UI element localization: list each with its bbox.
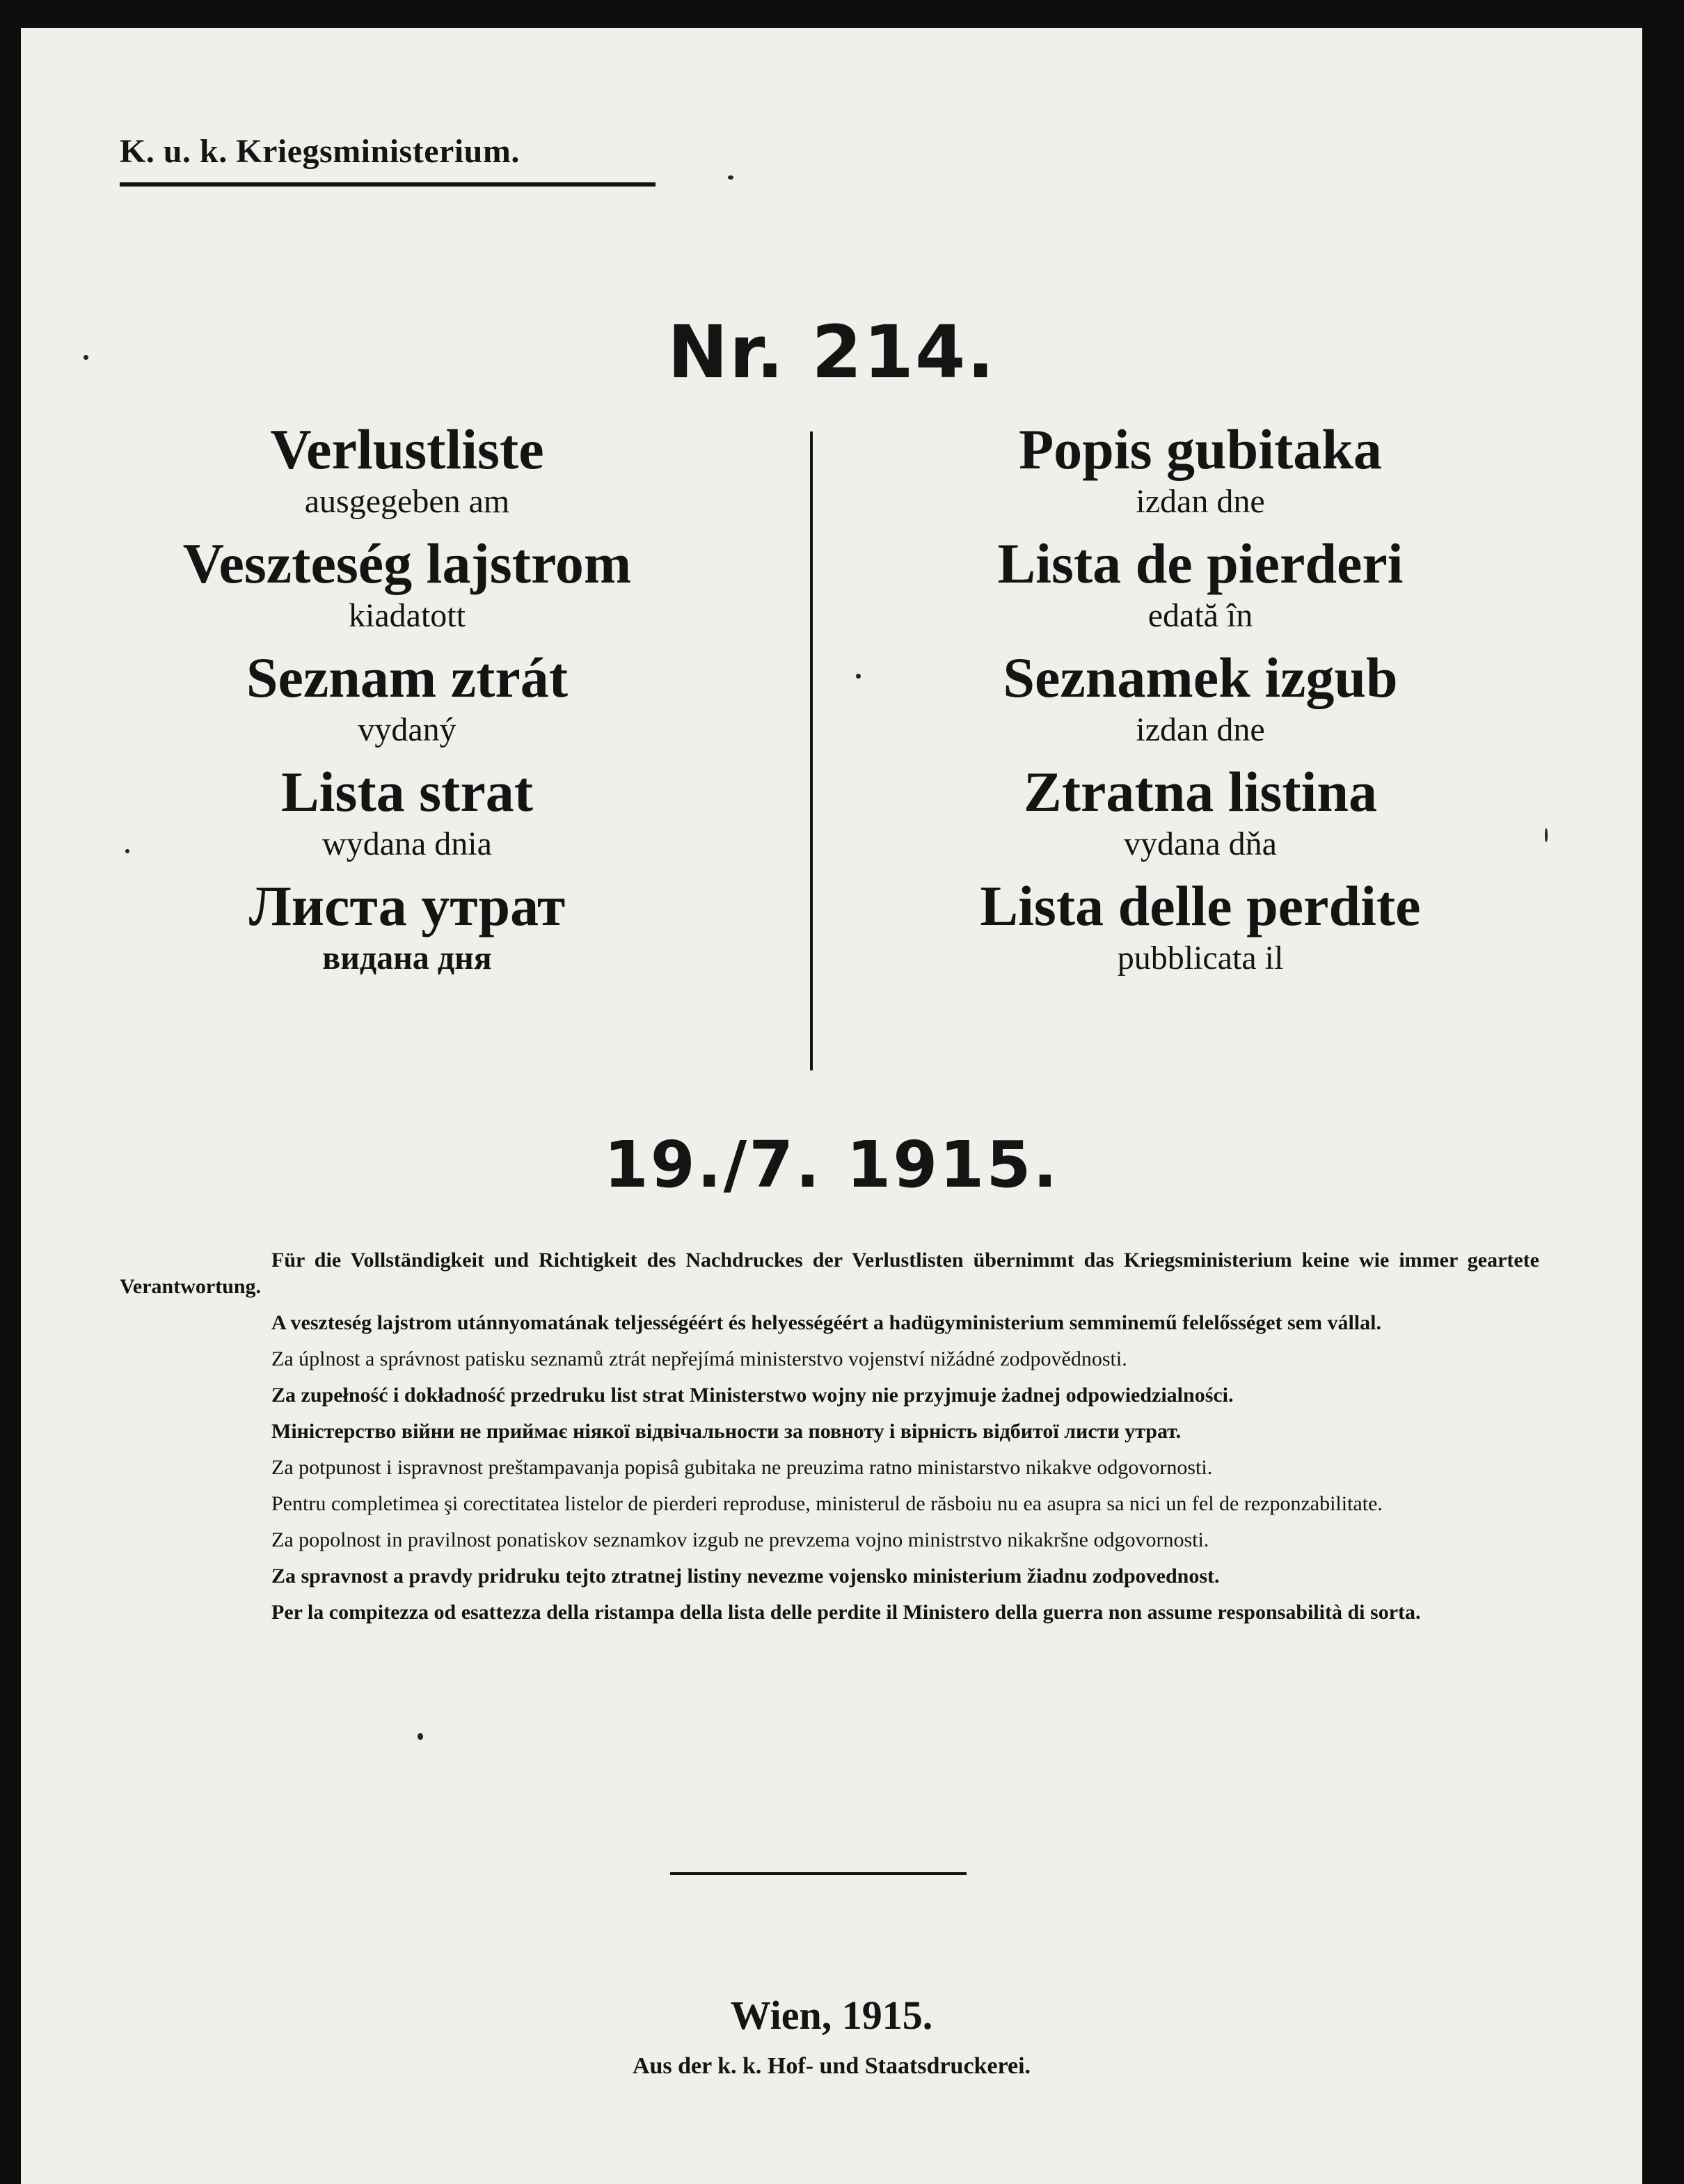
- title-hungarian: Veszteség lajstrom: [182, 532, 632, 595]
- subtitle-slovak: vydana dňa: [1124, 825, 1277, 862]
- column-divider: [810, 432, 813, 1070]
- disclaimer-croatian: Za potpunost i ispravnost preštampavanja popisâ gubitaka ne preuzima ratno ministarstvo nikakve odgovornosti.: [271, 1456, 1213, 1479]
- disclaimer-romanian: Pentru completimea şi corectitatea listelor de pierderi reproduse, ministerul de răsboiu nu ea asupra sa nici un fel de rezponzabilitate.: [271, 1492, 1383, 1515]
- heading-underline: [120, 182, 656, 187]
- disclaimer-ukrainian: Міністерство війни не приймає ніякої відвічальности за повноту і вірність відбитої листи утрат.: [271, 1420, 1182, 1443]
- subtitle-german: ausgegeben am: [304, 483, 510, 520]
- printer-imprint: Aus der k. k. Hof- und Staatsdruckerei.: [632, 2053, 1031, 2079]
- subtitle-ukrainian: видана дня: [322, 940, 492, 976]
- subtitle-italian: pubblicata il: [1117, 940, 1284, 976]
- left-title-column: [21, 418, 793, 988]
- subtitle-polish: wydana dnia: [322, 825, 492, 862]
- scan-border-right: [1642, 0, 1684, 2184]
- subtitle-romanian: edată în: [1147, 597, 1253, 634]
- title-ukrainian: Листа утрат: [248, 874, 566, 937]
- title-romanian: Lista de pierderi: [997, 532, 1404, 595]
- subtitle-slovene: izdan dne: [1136, 711, 1265, 748]
- issue-date: 19./7. 1915.: [603, 1127, 1060, 1202]
- title-polish: Lista strat: [280, 760, 534, 823]
- title-croatian: Popis gubitaka: [1019, 418, 1382, 481]
- print-speck: [728, 175, 733, 180]
- title-czech: Seznam ztrát: [246, 646, 569, 709]
- print-speck: [125, 849, 129, 853]
- title-slovene: Seznamek izgub: [1003, 646, 1398, 709]
- title-german: Verlustliste: [270, 418, 544, 481]
- place-and-year: Wien, 1915.: [730, 1993, 933, 2038]
- right-title-column: [814, 418, 1587, 988]
- disclaimer-slovene: Za popolnost in pravilnost ponatiskov seznamkov izgub ne prevzema vojno ministrstvo nikakršne odgovornosti.: [271, 1528, 1209, 1551]
- disclaimer-hungarian: A veszteség lajstrom utánnyomatának teljességéért és helyességéért a hadügyministerium semminemű felelősséget sem vállal.: [271, 1311, 1381, 1334]
- title-italian: Lista delle perdite: [980, 874, 1421, 937]
- footer-rule: [670, 1872, 967, 1875]
- subtitle-hungarian: kiadatott: [349, 597, 466, 634]
- disclaimer-polish: Za zupełność i dokładność przedruku list strat Ministerstwo wojny nie przyjmuje żadnej odpowiedzialności.: [271, 1384, 1234, 1407]
- print-speck: [84, 355, 88, 360]
- print-speck: [856, 674, 861, 679]
- disclaimer-czech: Za úplnost a správnost patisku seznamů ztrát nepřejímá ministerstvo vojenství nižádné zodpovědnosti.: [271, 1347, 1127, 1370]
- scan-border-top: [0, 0, 1684, 28]
- print-speck: [1545, 828, 1548, 842]
- disclaimer-slovak: Za spravnost a pravdy pridruku tejto ztratnej listiny nevezme vojensko ministerium žiadnu zodpovednost.: [271, 1565, 1220, 1588]
- disclaimer-italian: Per la compitezza od esattezza della ristampa della lista delle perdite il Ministero della guerra non assume responsabilità di sorta.: [271, 1601, 1421, 1624]
- title-slovak: Ztratna listina: [1024, 760, 1377, 823]
- scan-border-left: [0, 0, 21, 2184]
- disclaimer-block: [120, 1247, 1539, 1636]
- document-page: [21, 28, 1642, 2184]
- subtitle-croatian: izdan dne: [1136, 483, 1265, 520]
- disclaimer-german: Für die Vollständigkeit und Richtigkeit des Nachdruckes der Verlustlisten übernimmt das Kriegsministerium keine wie immer geartete Verantwortung.: [120, 1249, 1539, 1298]
- print-speck: [418, 1733, 423, 1740]
- list-number: Nr. 214.: [667, 310, 996, 395]
- ministry-heading: K. u. k. Kriegsministerium.: [120, 133, 520, 170]
- subtitle-czech: vydaný: [358, 711, 456, 748]
